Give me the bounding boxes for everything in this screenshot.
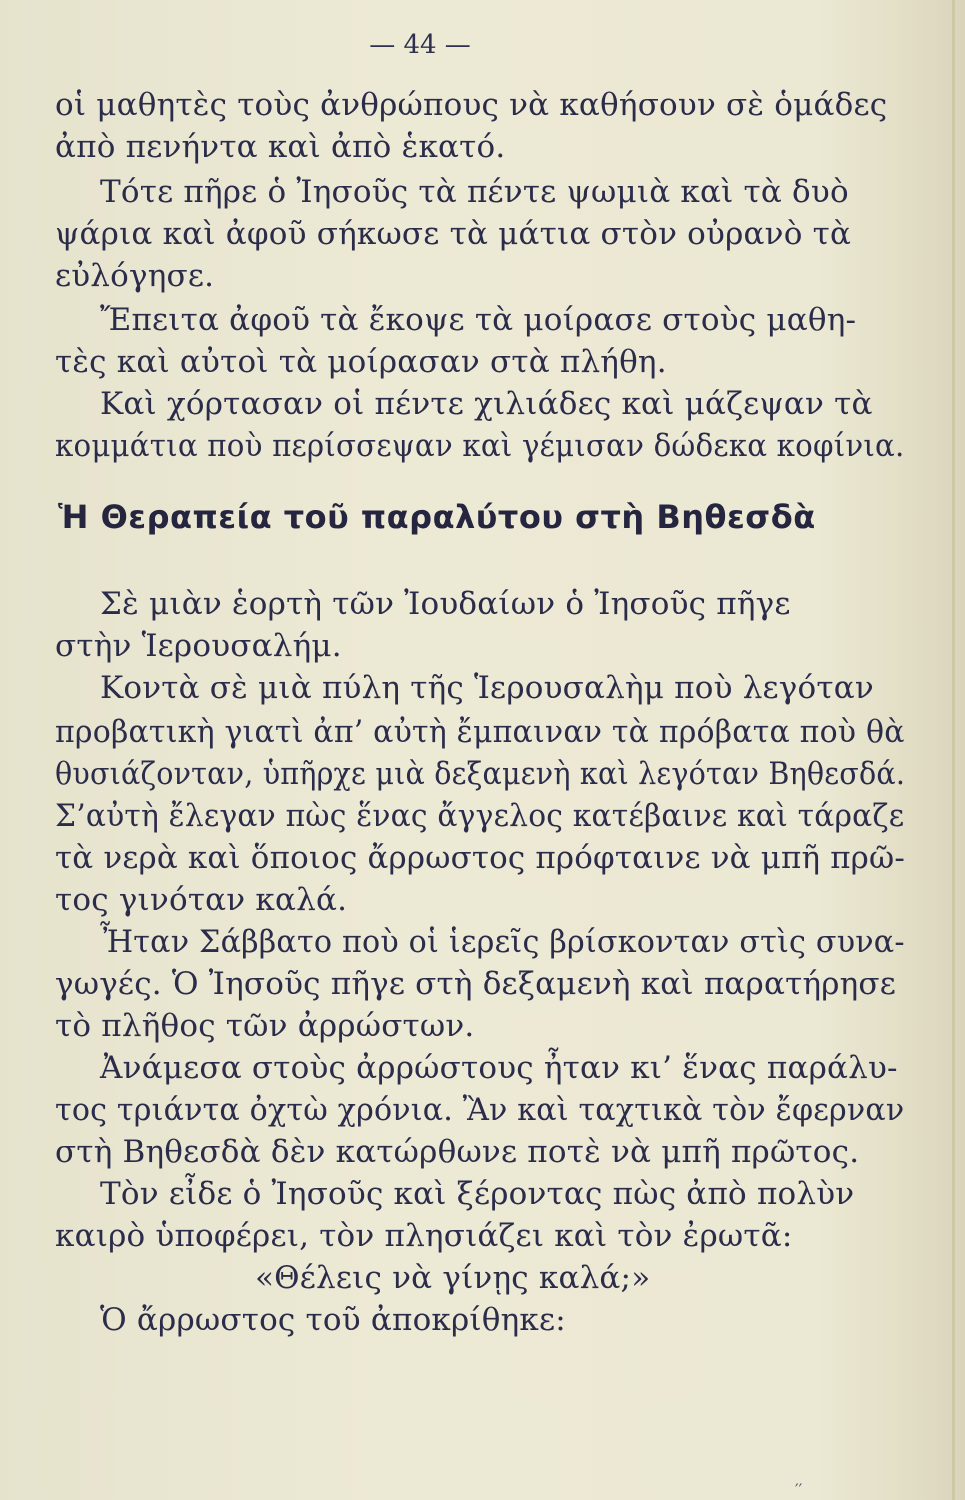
text-line: στὴν Ἱερουσαλήμ. <box>55 628 342 664</box>
text-line: ψάρια καὶ ἀφοῦ σήκωσε τὰ μάτια στὸν οὐρανὸ τὰ <box>55 216 852 252</box>
margin-mark: ′′ <box>795 1480 803 1499</box>
text-line: τος γινόταν καλά. <box>55 882 348 918</box>
text-line: οἱ μαθητὲς τοὺς ἀνθρώπους νὰ καθήσουν σὲ ὁμάδες <box>55 87 888 123</box>
page-edge <box>952 0 955 1500</box>
text-line: Καὶ χόρτασαν οἱ πέντε χιλιάδες καὶ μάζεψαν τὰ <box>100 386 873 422</box>
section-heading: Ἡ Θεραπεία τοῦ παραλύτου στὴ Βηθεσδὰ <box>58 498 816 536</box>
text-line: Κοντὰ σὲ μιὰ πύλη τῆς Ἱερουσαλὴμ ποὺ λεγόταν <box>100 670 874 706</box>
text-line: Τὸν εἶδε ὁ Ἰησοῦς καὶ ξέροντας πὼς ἀπὸ πολὺν <box>100 1176 855 1212</box>
text-line: Ἀνάμεσα στοὺς ἀρρώστους ἦταν κι’ ἕνας παράλυ- <box>100 1050 898 1086</box>
text-line: Σὲ μιὰν ἑορτὴ τῶν Ἰουδαίων ὁ Ἰησοῦς πῆγε <box>100 586 791 622</box>
text-line: Τότε πῆρε ὁ Ἰησοῦς τὰ πέντε ψωμιὰ καὶ τὰ δυὸ <box>100 174 849 210</box>
text-line: Ὁ ἄρρωστος τοῦ ἀποκρίθηκε: <box>100 1302 566 1338</box>
text-line: ἀπὸ πενήντα καὶ ἀπὸ ἑκατό. <box>55 129 506 165</box>
text-line: καιρὸ ὑποφέρει, τὸν πλησιάζει καὶ τὸν ἐρωτᾶ: <box>55 1218 793 1254</box>
text-line: Ἔπειτα ἀφοῦ τὰ ἔκοψε τὰ μοίρασε στοὺς μαθη- <box>100 302 857 338</box>
text-line: θυσιάζονταν, ὑπῆρχε μιὰ δεξαμενὴ καὶ λεγόταν Βηθεσδά. <box>55 756 906 792</box>
text-line: τὰ νερὰ καὶ ὅποιος ἄρρωστος πρόφταινε νὰ μπῆ πρῶ- <box>55 840 906 876</box>
text-line: τὲς καὶ αὐτοὶ τὰ μοίρασαν στὰ πλήθη. <box>55 344 667 380</box>
text-line: προβατικὴ γιατὶ ἀπ’ αὐτὴ ἔμπαιναν τὰ πρόβατα ποὺ θὰ <box>55 714 905 750</box>
text-line: στὴ Βηθεσδὰ δὲν κατώρθωνε ποτὲ νὰ μπῆ πρῶτος. <box>55 1134 860 1170</box>
page-number: — 44 — <box>369 30 471 60</box>
text-line: κομμάτια ποὺ περίσσεψαν καὶ γέμισαν δώδεκα κοφίνια. <box>55 428 905 464</box>
text-line: Ἦταν Σάββατο ποὺ οἱ ἱερεῖς βρίσκονταν στὶς συνα- <box>100 924 905 960</box>
text-line: τὸ πλῆθος τῶν ἀρρώστων. <box>55 1008 475 1044</box>
text-line: γωγές. Ὁ Ἰησοῦς πῆγε στὴ δεξαμενὴ καὶ παρατήρησε <box>55 966 897 1002</box>
text-line: Σ’αὐτὴ ἔλεγαν πὼς ἕνας ἄγγελος κατέβαινε καὶ τάραζε <box>55 798 905 834</box>
text-line: «Θέλεις νὰ γίνῃς καλά;» <box>255 1260 651 1296</box>
text-line: τος τριάντα ὀχτὼ χρόνια. Ἂν καὶ ταχτικὰ τὸν ἔφερναν <box>55 1092 905 1128</box>
text-line: εὐλόγησε. <box>55 258 215 294</box>
